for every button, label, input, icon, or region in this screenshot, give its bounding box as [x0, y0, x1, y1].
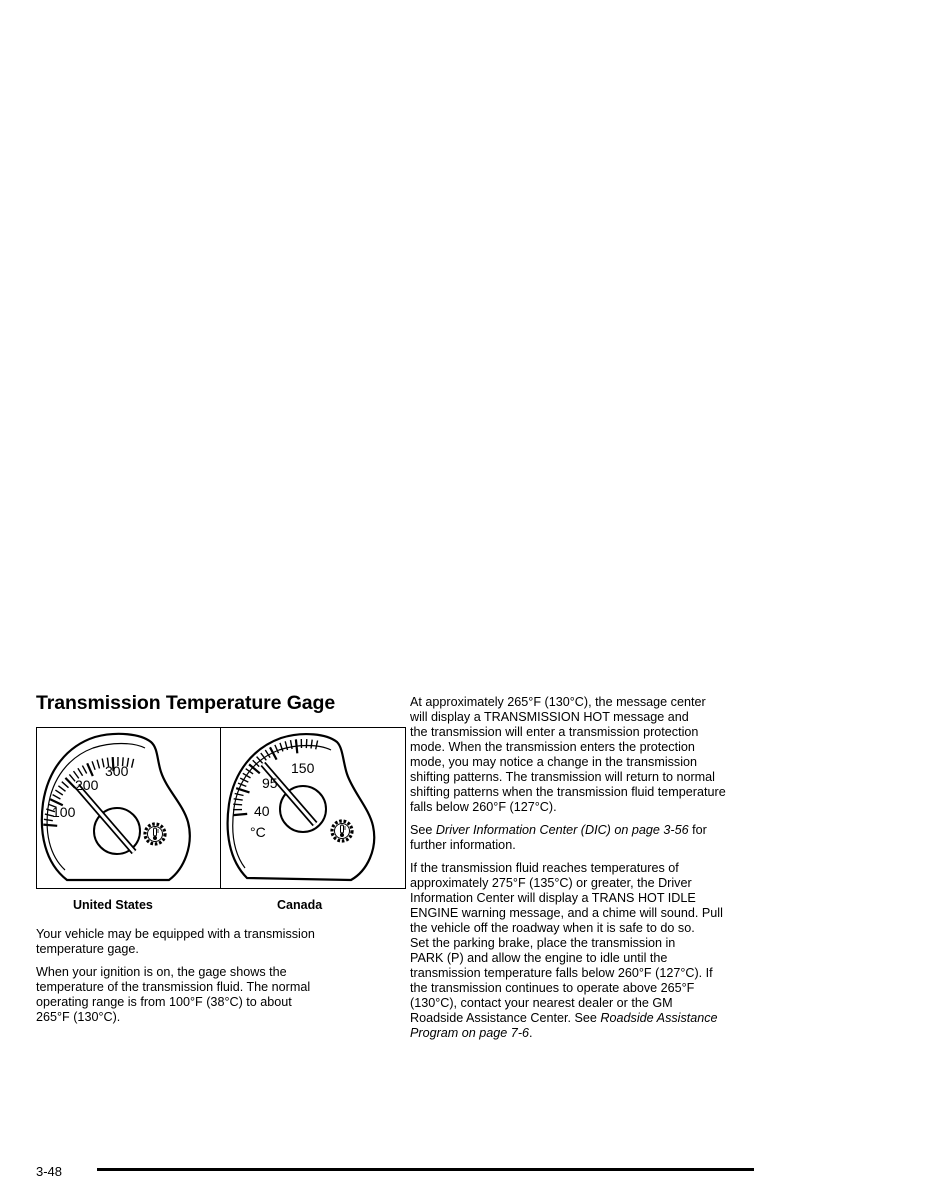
page-number: 3-48	[36, 1164, 63, 1179]
text-line: Your vehicle may be equipped with a transmission	[36, 927, 315, 941]
text-line: Set the parking brake, place the transmission in	[410, 936, 676, 950]
text-line: the transmission will enter a transmission protection	[410, 725, 699, 739]
text-line: (130°C), contact your nearest dealer or the GM	[410, 996, 673, 1010]
text-line: temperature of the transmission fluid. The normal	[36, 980, 311, 994]
text-line: Information Center will display a TRANS HOT IDLE	[410, 891, 696, 905]
text-line: the vehicle off the roadway when it is safe to do so.	[410, 921, 695, 935]
text-line: mode. When the transmission enters the protection	[410, 740, 695, 754]
celsius-unit-label: °C	[250, 824, 266, 840]
gage-tick	[233, 814, 247, 815]
section-title: Transmission Temperature Gage	[36, 692, 336, 714]
text-line: ENGINE warning message, and a chime will sound. Pull	[410, 906, 723, 920]
right-column	[410, 695, 760, 1049]
text-line: 265°F (130°C).	[36, 1010, 121, 1024]
text-line: the transmission continues to operate above 265°F	[410, 981, 695, 995]
for-suffix: for	[688, 823, 707, 837]
left-column	[36, 927, 366, 1033]
text-line: falls below 260°F (127°C).	[410, 800, 557, 814]
dic-page-link[interactable]: Driver Information Center (DIC) on page 3-56	[435, 823, 689, 837]
canada-gage-figure	[220, 727, 406, 889]
text-line: will display a TRANSMISSION HOT message and	[410, 710, 689, 724]
us-scale-100: 100	[52, 804, 76, 820]
roadside-assistance-link-part2[interactable]: Program on page 7-6	[410, 1026, 530, 1040]
gage-tick	[306, 739, 307, 748]
canada-scale-150: 150	[291, 760, 315, 776]
canada-figure-caption: Canada	[277, 898, 323, 912]
text-line: If the transmission fluid reaches temperatures of	[410, 861, 679, 875]
text-line	[410, 1026, 760, 1041]
roadside-assistance-link-part1[interactable]: Roadside Assistance	[600, 1011, 718, 1025]
us-scale-300: 300	[105, 763, 129, 779]
sentence-end: .	[529, 1026, 533, 1040]
text-line: operating range is from 100°F (38°C) to about	[36, 995, 292, 1009]
text-line: shifting patterns. The transmission will return to normal	[410, 770, 715, 784]
footer-rule	[97, 1168, 754, 1171]
gage-tick	[296, 739, 297, 753]
text-line: approximately 275°F (135°C) or greater, the Driver	[410, 876, 692, 890]
us-figure-caption: United States	[73, 898, 153, 912]
text-line: further information.	[410, 838, 516, 852]
gage-operation-paragraph	[36, 965, 366, 1025]
text-line: temperature gage.	[36, 942, 139, 956]
text-line: At approximately 265°F (130°C), the message center	[410, 695, 706, 709]
us-gage-illustration	[37, 728, 221, 888]
dic-reference-paragraph	[410, 823, 760, 853]
text-line: shifting patterns when the transmission fluid temperature	[410, 785, 726, 799]
us-scale-200: 200	[75, 777, 99, 793]
gage-tick	[233, 804, 242, 805]
text-line	[410, 1011, 760, 1026]
canada-scale-95: 95	[262, 775, 278, 791]
us-gage-figure	[36, 727, 222, 889]
see-prefix: See	[410, 823, 436, 837]
gage-tick	[43, 825, 57, 826]
text-line: When your ignition is on, the gage shows the	[36, 965, 287, 979]
text-line	[410, 823, 760, 838]
text-line: mode, you may notice a change in the transmission	[410, 755, 698, 769]
trans-hot-idle-paragraph	[410, 861, 760, 1041]
text-line: transmission temperature falls below 260°F (127°C). If	[410, 966, 713, 980]
see-prefix: Roadside Assistance Center. See	[410, 1011, 601, 1025]
text-line: PARK (P) and allow the engine to idle until the	[410, 951, 668, 965]
canada-scale-40: 40	[254, 803, 270, 819]
canada-gage-illustration	[221, 728, 405, 888]
gage-intro-paragraph	[36, 927, 366, 957]
transmission-hot-paragraph	[410, 695, 760, 815]
